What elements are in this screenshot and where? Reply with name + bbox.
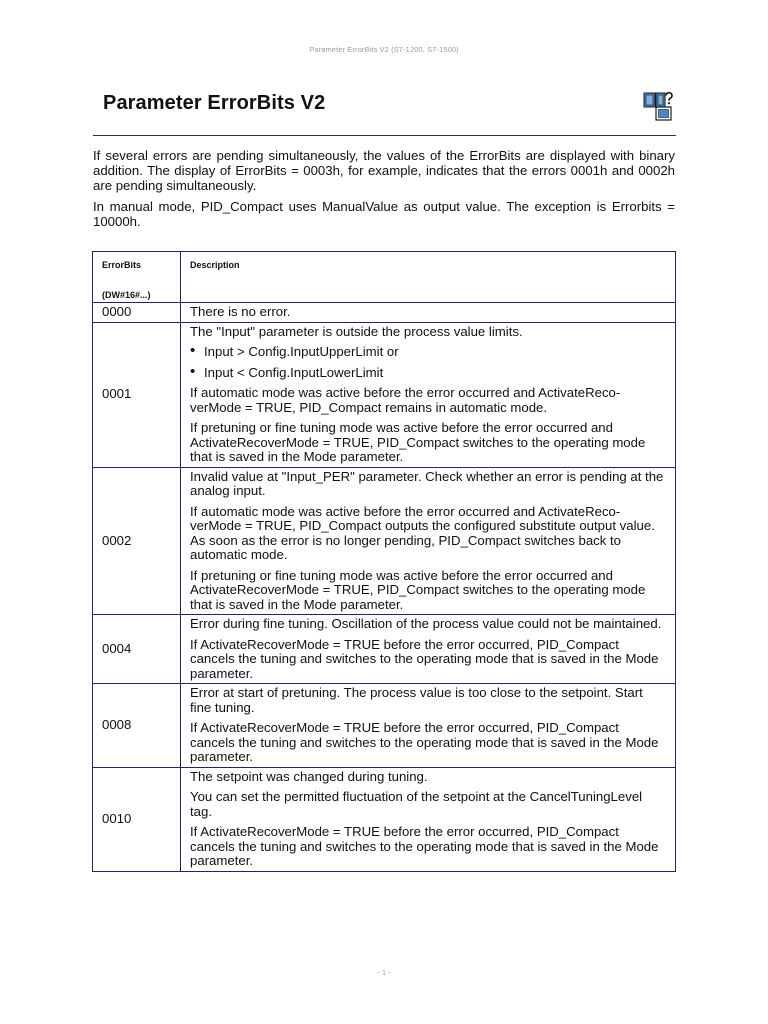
running-head: Parameter ErrorBits V2 (S7-1200, S7-1500) bbox=[309, 45, 459, 54]
table-row bbox=[93, 767, 676, 871]
table-row bbox=[93, 615, 676, 684]
condition-list bbox=[190, 345, 666, 380]
table-row bbox=[93, 684, 676, 768]
table-row bbox=[93, 303, 676, 323]
error-description bbox=[181, 322, 676, 467]
description-paragraph: If pretuning or fine tuning mode was active before the error occurred and ActivateRecoverMode = TRUE, PID_Compact switches to the operating mode that is saved in the Mode parameter. bbox=[190, 420, 646, 464]
error-code: 0008 bbox=[93, 684, 181, 768]
condition-item: • Input > Config.InputUpperLimit or bbox=[190, 345, 666, 360]
errorbits-table bbox=[92, 251, 676, 872]
error-description bbox=[181, 615, 676, 684]
description-paragraph: There is no error. bbox=[190, 304, 291, 319]
description-paragraph: The "Input" parameter is outside the process value limits. bbox=[190, 323, 523, 339]
description-paragraph: Invalid value at "Input_PER" parameter. Check whether an error is pending at the analog input. bbox=[190, 468, 664, 498]
description-paragraph: If pretuning or fine tuning mode was active before the error occurred and ActivateRecoverMode = TRUE, PID_Compact switches to the operating mode that is saved in the Mode parameter. bbox=[190, 567, 646, 612]
table-row bbox=[93, 322, 676, 467]
description-paragraph: If automatic mode was active before the error occurred and ActivateRecoverMode = TRUE, PID_Compact outputs the configured substitute output value. As soon as the error is no longer pending, PID_Compact switches back to automatic mode. bbox=[190, 503, 655, 562]
description-paragraph: If ActivateRecoverMode = TRUE before the error occurred, PID_Compact cancels the tuning and switches to the operating mode that is saved in the Mode parameter. bbox=[190, 824, 659, 868]
header-errorbits-format: (DW#16#...) bbox=[102, 289, 151, 300]
intro-text bbox=[93, 148, 675, 235]
title-rule bbox=[93, 135, 676, 136]
error-description bbox=[181, 467, 676, 615]
description-paragraph: If ActivateRecoverMode = TRUE before the error occurred, PID_Compact cancels the tuning and switches to the operating mode that is saved in the Mode parameter. bbox=[190, 720, 659, 764]
table-row bbox=[93, 467, 676, 615]
description-paragraph: Error during fine tuning. Oscillation of the process value could not be maintained. bbox=[190, 616, 662, 631]
header-errorbits bbox=[93, 252, 181, 303]
description-paragraph: You can set the permitted fluctuation of the setpoint at the CancelTuningLevel tag. bbox=[190, 789, 643, 819]
error-code: 0010 bbox=[93, 767, 181, 871]
error-description bbox=[181, 684, 676, 768]
intro-paragraph: If several errors are pending simultaneously, the values of the ErrorBits are displayed with binary addition. The display of ErrorBits = 0003h, for example, indicates that the errors 0001h and 0002h are pending simultaneously. bbox=[93, 148, 675, 193]
intro-paragraph: In manual mode, PID_Compact uses ManualValue as output value. The exception is Errorbits = 10000h. bbox=[93, 199, 675, 229]
error-description bbox=[181, 303, 676, 323]
page-title: Parameter ErrorBits V2 bbox=[103, 92, 326, 114]
help-book-icon-graphic bbox=[643, 92, 675, 122]
error-code: 0002 bbox=[93, 467, 181, 615]
error-code: 0004 bbox=[93, 615, 181, 684]
error-description bbox=[181, 767, 676, 871]
error-code: 0001 bbox=[93, 322, 181, 467]
header-errorbits-label: ErrorBits bbox=[102, 260, 142, 270]
condition-item: • Input < Config.InputLowerLimit bbox=[190, 366, 666, 381]
description-paragraph: Error at start of pretuning. The process value is too close to the setpoint. Start fine tuning. bbox=[190, 685, 643, 715]
page-number: - 1 - bbox=[377, 968, 391, 977]
description-paragraph: If ActivateRecoverMode = TRUE before the error occurred, PID_Compact cancels the tuning and switches to the operating mode that is saved in the Mode parameter. bbox=[190, 636, 659, 681]
table-header-row bbox=[93, 252, 676, 303]
description-paragraph: The setpoint was changed during tuning. bbox=[190, 768, 428, 784]
error-code: 0000 bbox=[93, 303, 181, 323]
help-book-icon[interactable] bbox=[643, 92, 675, 122]
description-paragraph: If automatic mode was active before the error occurred and ActivateRecoverMode = TRUE, PID_Compact remains in automatic mode. bbox=[190, 385, 621, 415]
header-description: Description bbox=[181, 252, 676, 303]
